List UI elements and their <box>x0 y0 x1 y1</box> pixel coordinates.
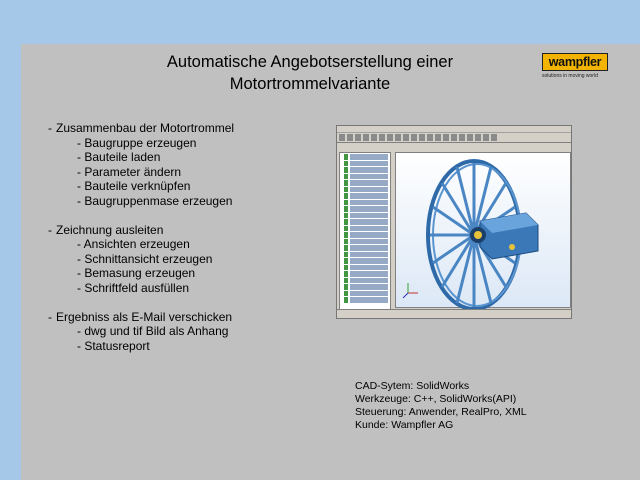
logo-box <box>542 53 608 71</box>
list-item: Statusreport <box>84 338 150 353</box>
top-background <box>0 0 640 44</box>
list-item: Ansichten erzeugen <box>83 237 190 251</box>
screenshot-menubar <box>337 126 571 133</box>
section-heading: Ergebniss als E-Mail verschicken <box>56 309 233 324</box>
left-background <box>0 0 21 480</box>
list-item: dwg und tif Bild als Anhang <box>84 324 229 338</box>
cad-viewport <box>395 152 571 308</box>
info-cad-system: CAD-Sytem: SolidWorks <box>355 380 470 392</box>
slide-title <box>140 51 480 95</box>
list-item: Schnittansicht erzeugen <box>84 251 213 266</box>
logo-name: wampfler <box>548 55 602 69</box>
info-control: Steuerung: Anwender, RealPro, XML <box>355 406 527 418</box>
section-heading: Zeichnung ausleiten <box>56 222 164 237</box>
title-line-1: Automatische Angebotserstellung einer <box>166 53 454 71</box>
project-info <box>355 380 527 432</box>
list-item: Schriftfeld ausfüllen <box>84 280 190 295</box>
motor-drum-model <box>396 153 572 309</box>
title-line-2: Motortrommelvariante <box>229 75 391 93</box>
task-list <box>48 121 234 368</box>
solidworks-screenshot <box>336 125 572 319</box>
feature-tree <box>339 152 391 310</box>
section-email: - Ergebniss als E-Mail verschicken - dwg und tif Bild als Anhang - Statusreport <box>48 309 233 353</box>
info-customer: Kunde: Wampfler AG <box>355 419 454 431</box>
list-item: Bauteile laden <box>84 150 161 164</box>
section-assembly: - Zusammenbau der Motortrommel - Baugruppe erzeugen - Bauteile laden - Parameter ändern - Bauteile verknüpfen - Baugruppenmase erzeugen <box>48 121 235 208</box>
info-tools: Werkzeuge: C++, SolidWorks(API) <box>355 393 517 405</box>
screenshot-toolbar <box>337 133 571 143</box>
list-item: Bemasung erzeugen <box>84 266 196 280</box>
logo-tagline: solutions in moving world <box>542 73 598 79</box>
section-heading: Zusammenbau der Motortrommel <box>56 121 235 135</box>
list-item: Baugruppe erzeugen <box>84 135 197 150</box>
list-item: Bauteile verknüpfen <box>84 179 191 193</box>
screenshot-statusbar <box>337 309 571 318</box>
wampfler-logo <box>541 53 617 85</box>
section-drawing: - Zeichnung ausleiten - Ansichten erzeugen - Schnittansicht erzeugen - Bemasung erzeugen - Schriftfeld ausfüllen <box>48 222 213 295</box>
list-item: Parameter ändern <box>84 164 182 179</box>
list-item: Baugruppenmase erzeugen <box>84 193 233 208</box>
